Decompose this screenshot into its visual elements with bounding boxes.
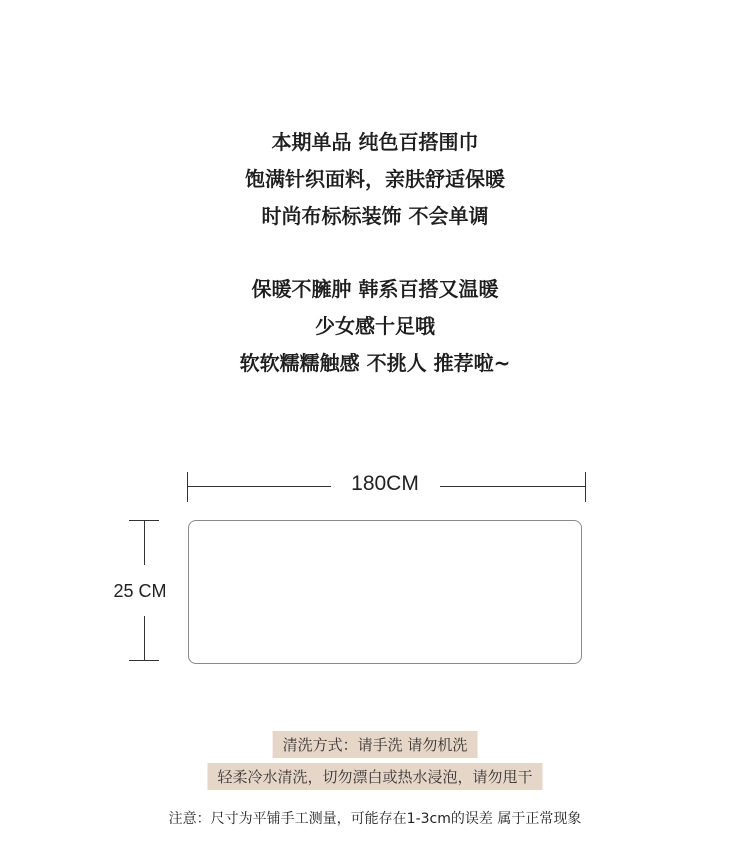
measurement-note: 注意：尺寸为平铺手工测量，可能存在1-3cm的误差 属于正常现象	[168, 811, 582, 827]
width-line-top	[144, 520, 145, 565]
width-tick-bottom	[129, 660, 159, 661]
intro-line: 少女感十足哦	[315, 314, 435, 338]
intro-line: 本期单品 纯色百搭围巾	[271, 130, 479, 154]
width-label: 25 CM	[113, 581, 167, 601]
intro-line: 保暖不臃肿 韩系百搭又温暖	[251, 277, 499, 301]
wash-instruction-tag: 轻柔冷水清洗，切勿漂白或热水浸泡，请勿甩干	[207, 763, 542, 790]
length-tick-right	[585, 472, 586, 502]
scarf-outline	[188, 520, 582, 664]
length-label: 180CM	[351, 472, 419, 495]
intro-line: 饱满针织面料，亲肤舒适保暖	[245, 167, 505, 191]
width-line-bottom	[144, 616, 145, 660]
intro-line: 软软糯糯触感 不挑人 推荐啦~	[239, 351, 511, 375]
length-tick-left	[187, 472, 188, 502]
wash-method-tag: 清洗方式：请手洗 请勿机洗	[273, 731, 478, 758]
length-line-left	[187, 486, 331, 487]
length-line-right	[440, 486, 585, 487]
intro-line: 时尚布标标装饰 不会单调	[261, 204, 489, 228]
